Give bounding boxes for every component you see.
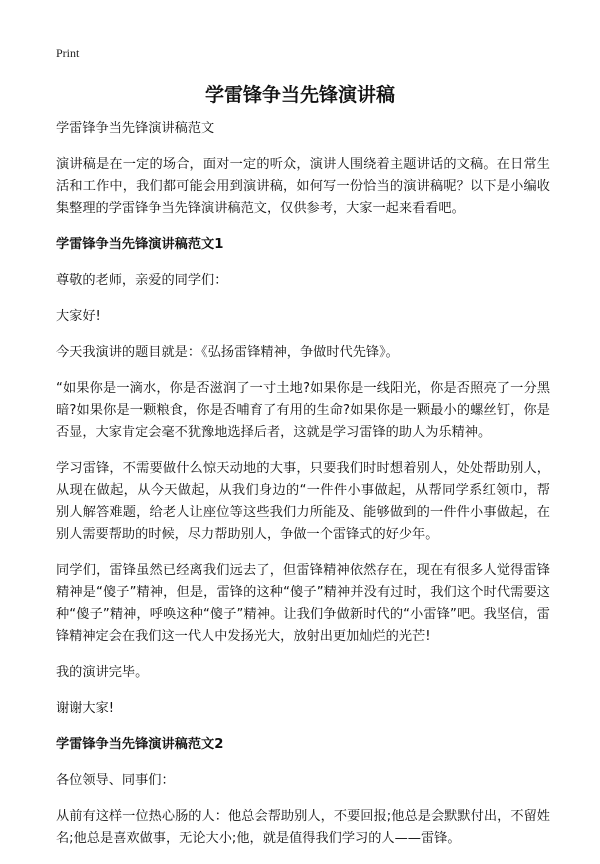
section-1-heading: 学雷锋争当先锋演讲稿范文1 [56,237,224,252]
page-title: 学雷锋争当先锋演讲稿 [204,84,395,106]
print-link[interactable]: Print [56,46,80,60]
article-subtitle: 学雷锋争当先锋演讲稿范文 [56,121,215,136]
section-1-topic: 今天我演讲的题目就是：《弘扬雷锋精神，争做时代先锋》。 [56,345,399,360]
intro-paragraph: 演讲稿是在一定的场合，面对一定的听众，演讲人围绕着主题讲话的文稿。在日常生活和工作中，我们都可能会用到演讲稿，如何写一份恰当的演讲稿呢？以下是小编收集整理的学雷锋争当先锋演讲稿范文，仅供参考，大家一起来看看吧。 [56,157,550,216]
section-1-closing: 我的演讲完毕。 [56,665,149,680]
section-2-paragraph-1: 从前有这样一位热心肠的人：他总会帮助别人，不要回报;他总是会默默付出，不留姓名;他总是喜欢做事，无论大小;他，就是值得我们学习的人——雷锋。 [56,809,550,846]
section-2-greeting: 各位领导、同事们： [56,773,175,788]
section-1-thanks: 谢谢大家! [56,701,115,716]
section-1-greeting: 尊敬的老师，亲爱的同学们： [56,273,228,288]
section-1-hello: 大家好! [56,309,101,324]
section-1-paragraph-2: 学习雷锋，不需要做什么惊天动地的大事，只要我们时时想着别人，处处帮助别人，从现在做起，从今天做起，从我们身边的“一件件小事做起，从帮同学系红领巾，帮别人解答难题，给老人让座位等这些我们力所能及、能够做到的一件件小事做起，在别人需要帮助的时候，尽力帮助别人，争做一个雷锋式的好少年。 [56,461,550,542]
article-body [56,118,550,864]
section-2-heading: 学雷锋争当先锋演讲稿范文2 [56,737,224,752]
section-1-paragraph-1: “如果你是一滴水，你是否滋润了一寸土地?如果你是一线阳光，你是否照亮了一分黑暗?如果你是一颗粮食，你是否哺育了有用的生命?如果你是一颗最小的螺丝钉，你是否显，大家肯定会毫不犹豫地选择后者，这就是学习雷锋的助人为乐精神。 [56,381,550,440]
section-1-paragraph-3: 同学们，雷锋虽然已经离我们远去了，但雷锋精神依然存在，现在有很多人觉得雷锋精神是“傻子”精神，但是，雷锋的这种“傻子”精神并没有过时，我们这个时代需要这种“傻子”精神，呼唤这种“傻子”精神。让我们争做新时代的“小雷锋”吧。我坚信，雷锋精神定会在我们这一代人中发扬光大，放射出更加灿烂的光芒! [56,563,550,644]
